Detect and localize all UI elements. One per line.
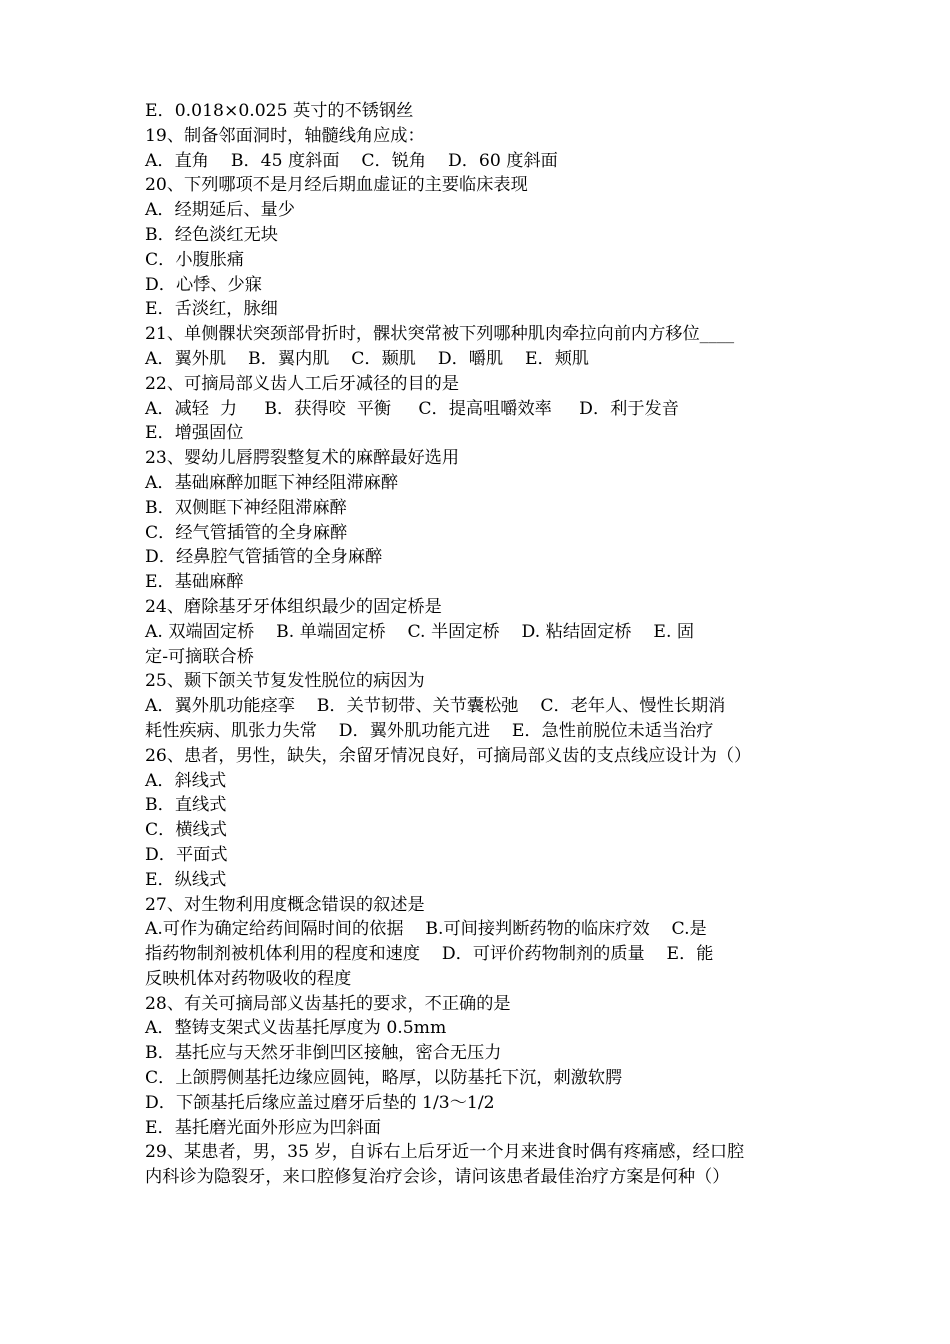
question-22-options: A．减轻 力 B．获得咬 平衡 C．提高咀嚼效率 D．利于发音 [145, 398, 679, 419]
option-line: D．下颌基托后缘应盖过磨牙后垫的 1/3～1/2 [145, 1092, 495, 1113]
question-27-options: A.可作为确定给药间隔时间的依据 B.可间接判断药物的临床疗效 C.是 [145, 919, 707, 940]
question-29: 29、某患者，男，35 岁，自诉右上后牙近一个月来进食时偶有疼痛感，经口腔 [145, 1142, 745, 1163]
option-line: B．经色淡红无块 [145, 224, 278, 245]
question-29-cont: 内科诊为隐裂牙，来口腔修复治疗会诊，请问该患者最佳治疗方案是何种（） [145, 1167, 730, 1188]
question-19: 19、制备邻面洞时，轴髓线角应成： [145, 125, 425, 146]
document-body [145, 99, 810, 1190]
option-line: A．基础麻醉加眶下神经阻滞麻醉 [145, 472, 399, 493]
option-line: B．直线式 [145, 795, 227, 816]
question-26: 26、患者，男性，缺失，余留牙情况良好，可摘局部义齿的支点线应设计为（） [145, 745, 752, 766]
option-line: A．斜线式 [145, 770, 227, 791]
option-line: A．整铸支架式义齿基托厚度为 0.5mm [145, 1018, 447, 1039]
option-line: E．基托磨光面外形应为凹斜面 [145, 1117, 381, 1138]
question-25-options: A．翼外肌功能痉挛 B．关节韧带、关节囊松弛 C．老年人、慢性长期消 [145, 696, 726, 717]
question-23: 23、婴幼儿唇腭裂整复术的麻醉最好选用 [145, 448, 460, 469]
question-24-options: A. 双端固定桥 B. 单端固定桥 C. 半固定桥 D. 粘结固定桥 E. 固 [145, 621, 695, 642]
question-21-options: A．翼外肌 B．翼内肌 C．颞肌 D．嚼肌 E．颊肌 [145, 348, 590, 369]
option-line: D．平面式 [145, 844, 228, 865]
question-27-options-cont: 反映机体对药物吸收的程度 [145, 968, 352, 989]
option-line: C．小腹胀痛 [145, 249, 245, 270]
question-28: 28、有关可摘局部义齿基托的要求，不正确的是 [145, 993, 511, 1014]
option-line: D．心悸、少寐 [145, 274, 262, 295]
question-20: 20、下列哪项不是月经后期血虚证的主要临床表现 [145, 175, 528, 196]
question-25-options-cont: 耗性疾病、肌张力失常 D．翼外肌功能亢进 E．急性前脱位未适当治疗 [145, 720, 714, 741]
question-24-options-cont: 定-可摘联合桥 [145, 646, 254, 667]
option-line: E．纵线式 [145, 869, 227, 890]
text-line: E．0.018×0.025 英寸的不锈钢丝 [145, 101, 414, 121]
question-22: 22、可摘局部义齿人工后牙减径的目的是 [145, 373, 460, 394]
question-21: 21、单侧髁状突颈部骨折时，髁状突常被下列哪种肌肉牵拉向前内方移位____ [145, 324, 735, 345]
option-line: C．经气管插管的全身麻醉 [145, 522, 348, 543]
option-line: B．基托应与天然牙非倒凹区接触，密合无压力 [145, 1043, 502, 1064]
option-line: B．双侧眶下神经阻滞麻醉 [145, 497, 347, 518]
option-line: E．舌淡红，脉细 [145, 299, 278, 320]
option-line: C．横线式 [145, 820, 227, 841]
question-24: 24、磨除基牙牙体组织最少的固定桥是 [145, 596, 442, 617]
question-19-options: A．直角 B．45 度斜面 C．锐角 D．60 度斜面 [145, 150, 558, 171]
question-25: 25、颞下颌关节复发性脱位的病因为 [145, 671, 425, 692]
option-line: C．上颌腭侧基托边缘应圆钝，略厚，以防基托下沉，刺激软腭 [145, 1068, 623, 1089]
question-27: 27、对生物利用度概念错误的叙述是 [145, 894, 425, 915]
option-line: A．经期延后、量少 [145, 200, 295, 221]
option-line: E．基础麻醉 [145, 572, 244, 593]
option-line: E．增强固位 [145, 423, 244, 444]
option-line: D．经鼻腔气管插管的全身麻醉 [145, 547, 383, 568]
question-27-options-cont: 指药物制剂被机体利用的程度和速度 D．可评价药物制剂的质量 E．能 [145, 944, 714, 965]
